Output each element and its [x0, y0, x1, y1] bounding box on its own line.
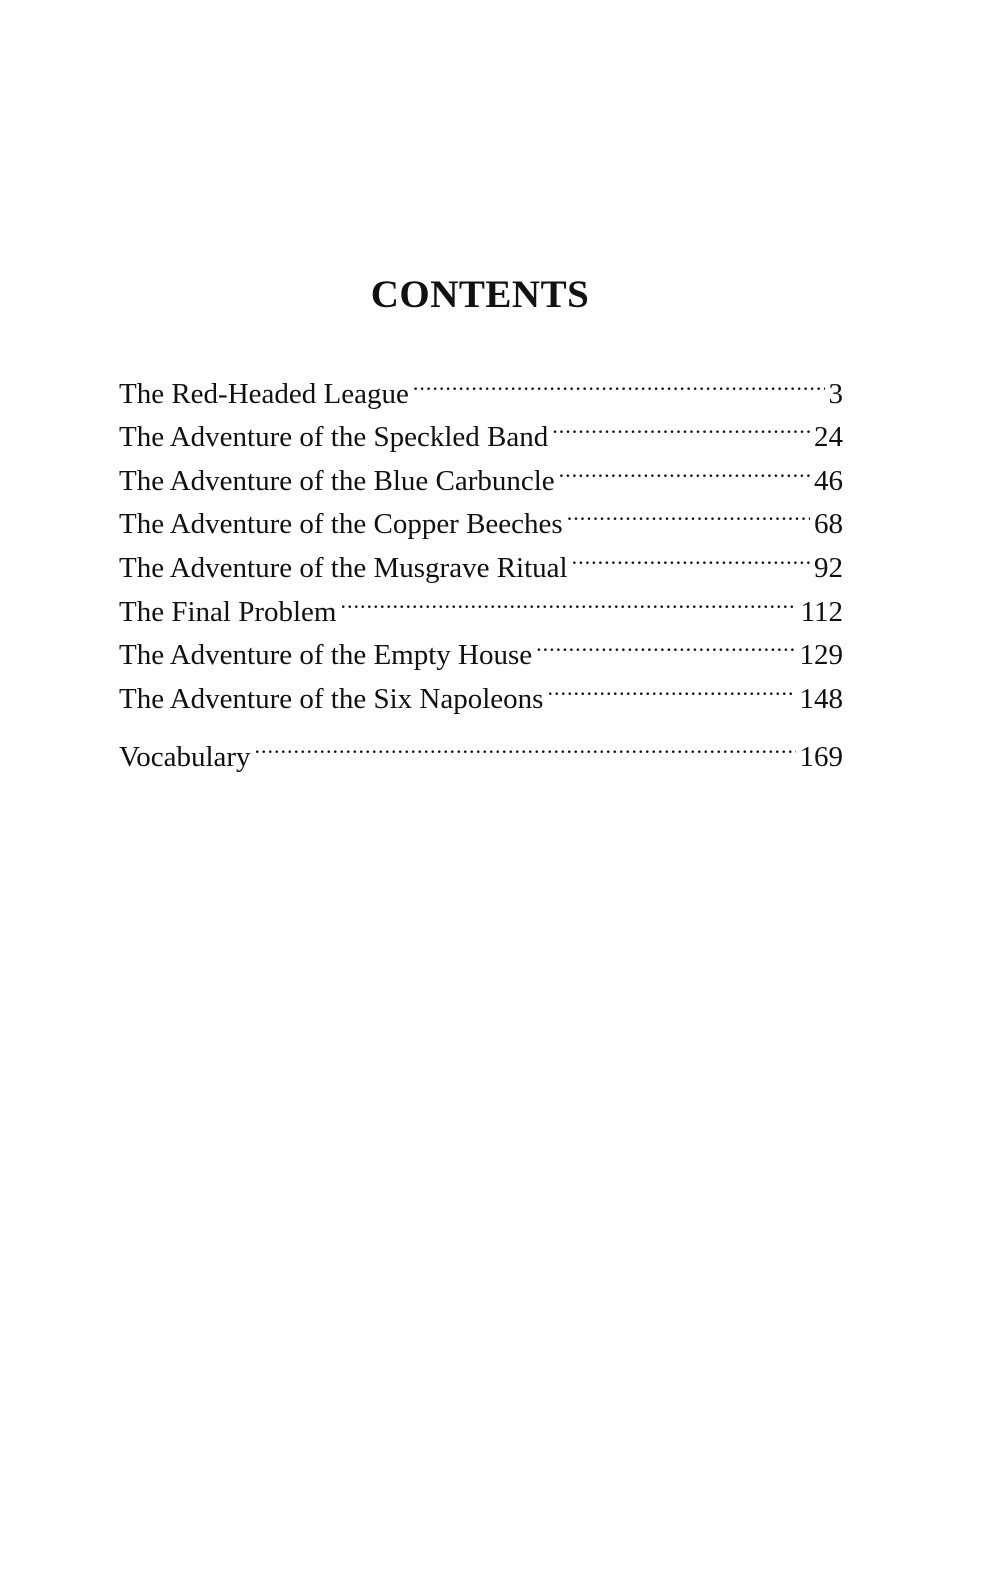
toc-entry-title: Vocabulary	[119, 741, 251, 774]
toc-entry-page-number: 169	[799, 741, 843, 774]
toc-entry-title: The Adventure of the Six Napoleons	[119, 682, 544, 715]
dot-leader	[536, 621, 795, 665]
dot-leader	[255, 723, 796, 767]
dot-leader	[559, 446, 810, 490]
page-title: CONTENTS	[370, 273, 590, 316]
dot-leader	[567, 490, 810, 534]
toc-entry-title: The Adventure of the Musgrave Ritual	[119, 551, 568, 584]
toc-entry-page-number: 46	[814, 464, 843, 497]
dot-leader	[552, 403, 810, 447]
toc-entry-title: The Adventure of the Empty House	[119, 639, 533, 672]
toc-entry-page-number: 68	[814, 508, 843, 541]
toc-entry-vocabulary[interactable]	[119, 723, 843, 774]
toc-entry-title: The Adventure of the Speckled Band	[119, 421, 549, 454]
toc-entry-page-number: 148	[799, 682, 843, 715]
dot-leader	[413, 359, 825, 403]
dot-leader	[572, 533, 810, 577]
toc-entry-page-number: 92	[814, 551, 843, 584]
toc-entry-page-number: 24	[814, 421, 843, 454]
toc-entry-page-number: 129	[799, 639, 843, 672]
dot-leader	[547, 664, 795, 708]
toc-entry-title: The Adventure of the Blue Carbuncle	[119, 464, 555, 497]
toc-entry-title: The Adventure of the Copper Beeches	[119, 508, 563, 541]
toc-entry-red-headed-league[interactable]	[119, 359, 843, 410]
toc-entry-page-number: 112	[800, 595, 843, 628]
dot-leader	[340, 577, 796, 621]
toc-entry-page-number: 3	[828, 377, 843, 410]
toc-entry-title: The Red-Headed League	[119, 377, 409, 410]
toc-entry-title: The Final Problem	[119, 595, 337, 628]
table-of-contents	[119, 359, 843, 774]
